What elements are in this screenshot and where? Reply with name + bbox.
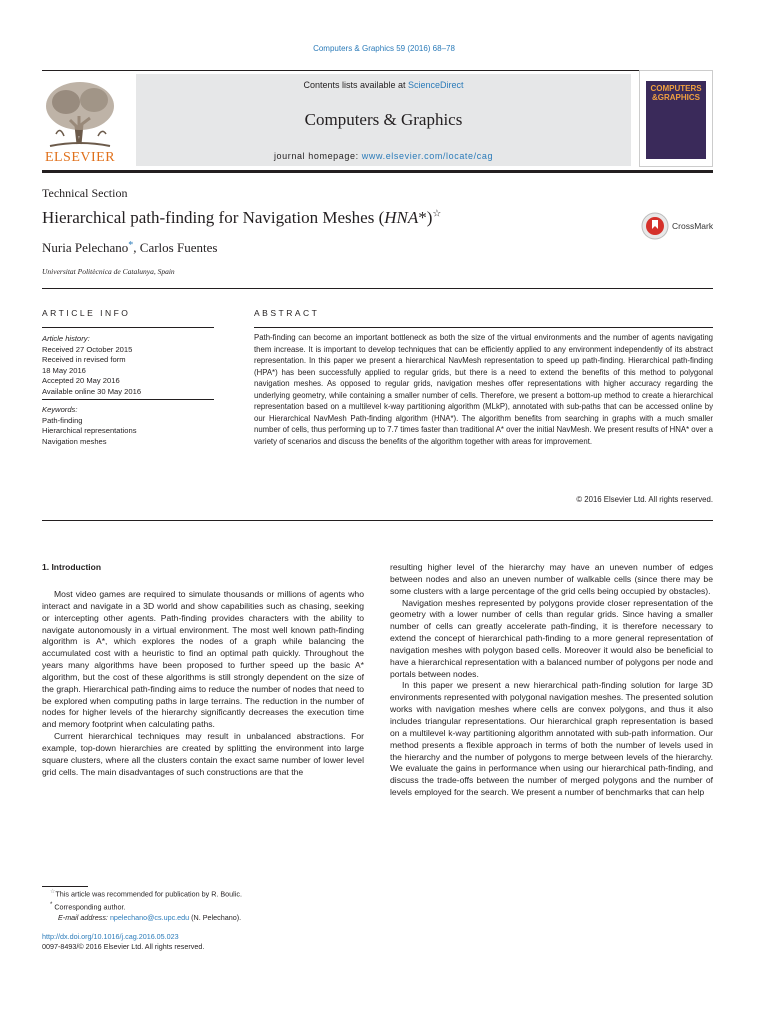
crossmark-label: CrossMark [672, 221, 714, 231]
article-info-heading: ARTICLE INFO [42, 308, 131, 318]
title-acronym: HNA [384, 208, 419, 227]
contents-line [136, 80, 631, 90]
email-suffix: (N. Pelechano). [189, 912, 242, 922]
history-item: 18 May 2016 [42, 365, 86, 375]
body-paragraph: resulting higher level of the hierarchy may have an uneven number of edges between nodes and also an uneven number of walkable cells (since there may be some clusters with a large percentage of the grid cells being occupied by obstacles). [390, 562, 713, 596]
abstract-copyright: © 2016 Elsevier Ltd. All rights reserved. [576, 495, 713, 504]
history-item: Accepted 20 May 2016 [42, 376, 120, 386]
footnote-email [42, 913, 364, 923]
elsevier-wordmark: ELSEVIER [44, 150, 116, 165]
footnote-2-text: Corresponding author. [52, 902, 126, 912]
cover-title-line1: COMPUTERS [650, 84, 702, 93]
footnote-2 [42, 900, 364, 913]
sciencedirect-link[interactable]: ScienceDirect [408, 80, 464, 90]
journal-title: Computers & Graphics [304, 110, 463, 129]
history-label: Article history: [42, 334, 90, 343]
cover-title [646, 84, 706, 102]
contents-prefix: Contents lists available at [303, 80, 409, 90]
footnote-1-text: This article was recommended for publication by R. Boulic. [55, 889, 242, 899]
footnote-star-mark: ☆ [50, 889, 56, 895]
footnotes [42, 887, 364, 923]
homepage-link[interactable]: www.elsevier.com/locate/cag [361, 151, 494, 161]
header-thick-rule [42, 170, 713, 173]
author-2: , Carlos Fuentes [133, 240, 218, 255]
body-paragraph: Most video games are required to simulate thousands or millions of agents who interact and navigate in a 3D world and show capabilities such as chasing, seeking or intercepting other agents. Path-finding provides characters with the ability to navigate autonomously in a virtual environment. The most well known path-finding algorithm is A*, which explores the nodes of a graph while balancing the accumulated cost with a heuristic to find an optimal path quickly. Throughout the years many algorithms have been proposed to further speed up the basic A* algorithm, but the cost of these algorithms is still strongly dependent on the size of the graph. Hierarchical path-finding aims to reduce the number of nodes that need to be explored when computing paths in large terrains. The reduction in the number of nodes for higher levels of the hierarchy significantly decreases the execution time and memory footprint when calculating paths. [42, 589, 364, 730]
section-heading-introduction: 1. Introduction [42, 562, 102, 572]
divider [42, 327, 214, 328]
journal-reference[interactable]: Computers & Graphics 59 (2016) 68–78 [313, 44, 455, 53]
crossmark-icon [641, 212, 669, 240]
title-end: *) [418, 208, 433, 227]
divider [42, 399, 214, 400]
crossmark-button[interactable] [641, 212, 717, 240]
body-paragraph: In this paper we present a new hierarchical path-finding solution for large 3D environments represented with polygonal navigation meshes. The presented solution works with navigation meshes where cells are convex polygons, and thus it also includes triangular representations. Our hierarchical graph representation is based on a multilevel k-way partitioning algorithm annotated with sub-path information. Our method presents a flexible approach in terms of both the number of levels used in the hierarchy and the number of polygons to merge between levels of the hierarchy. We evaluate the gains in performance when using our hierarchical path-finding, and discuss the trade-offs between the number of merged polygons and the number of levels employed for the search. We present a number of benchmarks that can help [390, 680, 713, 798]
article-history [42, 334, 214, 398]
history-item: Received 27 October 2015 [42, 344, 133, 354]
history-item: Available online 30 May 2016 [42, 386, 142, 396]
keyword-item: Hierarchical representations [42, 426, 137, 436]
abstract-heading: ABSTRACT [254, 308, 320, 318]
body-paragraph: Navigation meshes represented by polygons provide closer representation of the geometry with a lower number of cells than regular grids. Since having a smaller number of cells can greatly accelerate path-finding, it is therefore necessary to extend the concept of hierarchical path-finding to a more general representation of navigation meshes with polygon based cells. Moreover it would also be beneficial to have a hierarchical representation with a balanced number of polygons per node and portals between nodes. [390, 597, 713, 679]
paper-title [42, 208, 441, 228]
footnote-asterisk-mark: * [50, 901, 53, 908]
divider [254, 327, 713, 328]
divider [42, 288, 713, 289]
title-main: Hierarchical path-finding for Navigation Meshes ( [42, 208, 385, 227]
top-rule [42, 70, 713, 71]
body-column-left [42, 589, 364, 779]
affiliation: Universitat Politècnica de Catalunya, Spain [42, 267, 175, 276]
title-footnote-star[interactable]: ☆ [432, 208, 442, 220]
journal-cover-thumbnail [639, 70, 713, 167]
abstract-text: Path-finding can become an important bottleneck as both the size of the virtual environments and the number of agents navigating them increase. It is important to develop techniques that can be efficiently applied to any environment independently of its abstract representation. In this paper we present a hierarchical NavMesh representation to speed up path-finding. Hierarchical path-finding (HPA*) has been successfully applied to regular grids, but there is a need to extend the benefits of this method to polygonal navigation meshes. As opposed to regular grids, navigation meshes offer representations with higher accuracy regarding the underlying geometry, while containing a smaller number of cells. Therefore, we present a bottom-up method to create a hierarchical representation based on a multilevel k-way partitioning algorithm (MLkP), annotated with sub-paths that can be accessed online by our Hierarchical NavMesh Path-finding algorithm (HNA*). The algorithm benefits from searching in graphs with a much smaller number of cells, thus performing up to 7.7 times faster than traditional A* over the initial NavMesh. We present results of HNA* over a variety of scenarios and discuss the benefits of the algorithm together with areas for improvement. [254, 333, 713, 446]
keyword-item: Path-finding [42, 415, 83, 425]
body-column-right [390, 562, 713, 799]
keywords [42, 405, 214, 447]
email-link[interactable]: npelechano@cs.upc.edu [109, 912, 190, 922]
keywords-label: Keywords: [42, 405, 78, 414]
keyword-item: Navigation meshes [42, 436, 107, 446]
corresponding-author-mark[interactable]: * [128, 240, 134, 251]
authors [42, 240, 217, 256]
doi-block [42, 932, 204, 953]
body-paragraph: Current hierarchical techniques may result in unbalanced abstractions. For example, top-down hierarchies are created by splitting the environment into large square clusters, where all the clusters contain the exact same number of lower level grid cells. The main disadvantages of such constructions are that the [42, 731, 364, 777]
divider [42, 520, 713, 521]
section-label: Technical Section [42, 186, 128, 200]
homepage-line [136, 151, 631, 161]
email-label: E-mail address: [58, 912, 110, 922]
history-item: Received in revised form [42, 355, 126, 365]
doi-link[interactable]: http://dx.doi.org/10.1016/j.cag.2016.05.023 [42, 932, 179, 941]
footnote-1 [42, 887, 364, 900]
author-1: Nuria Pelechano [42, 240, 129, 255]
cover-title-line2: &GRAPHICS [651, 93, 700, 102]
homepage-prefix: journal homepage: [273, 151, 362, 161]
issn-copyright: 0097-8493/© 2016 Elsevier Ltd. All rights reserved. [42, 942, 205, 952]
